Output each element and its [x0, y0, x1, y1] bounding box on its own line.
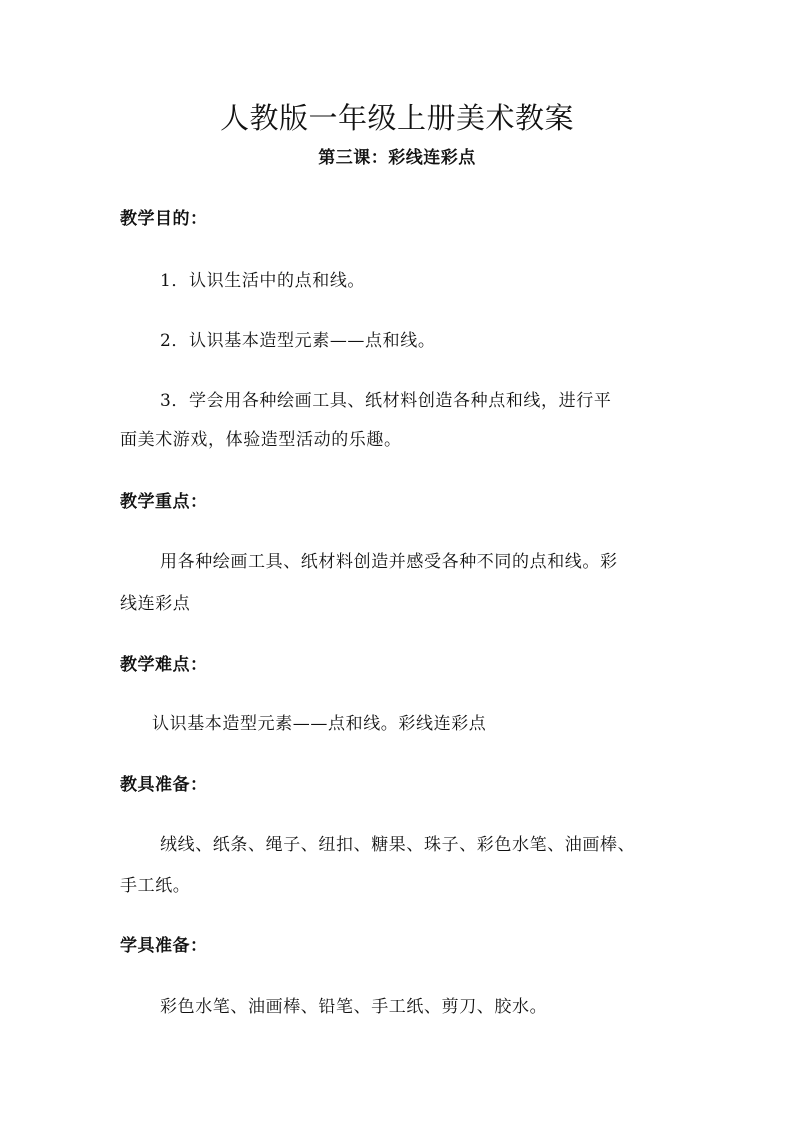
document-title: 人教版一年级上册美术教案 — [219, 101, 574, 135]
teaching-aids-line-1-cont: 手工纸。 — [120, 876, 191, 896]
objective-line-1: 1．认识生活中的点和线。 — [160, 271, 366, 291]
objective-line-3-cont: 面美术游戏，体验造型活动的乐趣。 — [120, 430, 402, 450]
section-heading-teaching-aids: 教具准备： — [120, 775, 208, 795]
student-materials-line-1: 彩色水笔、油画棒、铅笔、手工纸、剪刀、胶水。 — [160, 997, 548, 1017]
key-point-line-1: 用各种绘画工具、纸材料创造并感受各种不同的点和线。彩 — [160, 552, 618, 572]
lesson-subtitle: 第三课：彩线连彩点 — [318, 148, 476, 168]
section-heading-student-materials: 学具准备： — [120, 936, 208, 956]
key-point-line-1-cont: 线连彩点 — [120, 594, 191, 614]
section-heading-difficulties: 教学难点： — [120, 655, 208, 675]
teaching-aids-line-1: 绒线、纸条、绳子、纽扣、糖果、珠子、彩色水笔、油画棒、 — [160, 835, 636, 855]
section-heading-key-points: 教学重点： — [120, 492, 208, 512]
section-heading-objectives: 教学目的： — [120, 209, 208, 229]
objective-line-3: 3．学会用各种绘画工具、纸材料创造各种点和线，进行平 — [160, 391, 612, 411]
objective-line-2: 2．认识基本造型元素——点和线。 — [160, 331, 436, 351]
difficulty-line-1: 认识基本造型元素——点和线。彩线连彩点 — [152, 714, 487, 734]
